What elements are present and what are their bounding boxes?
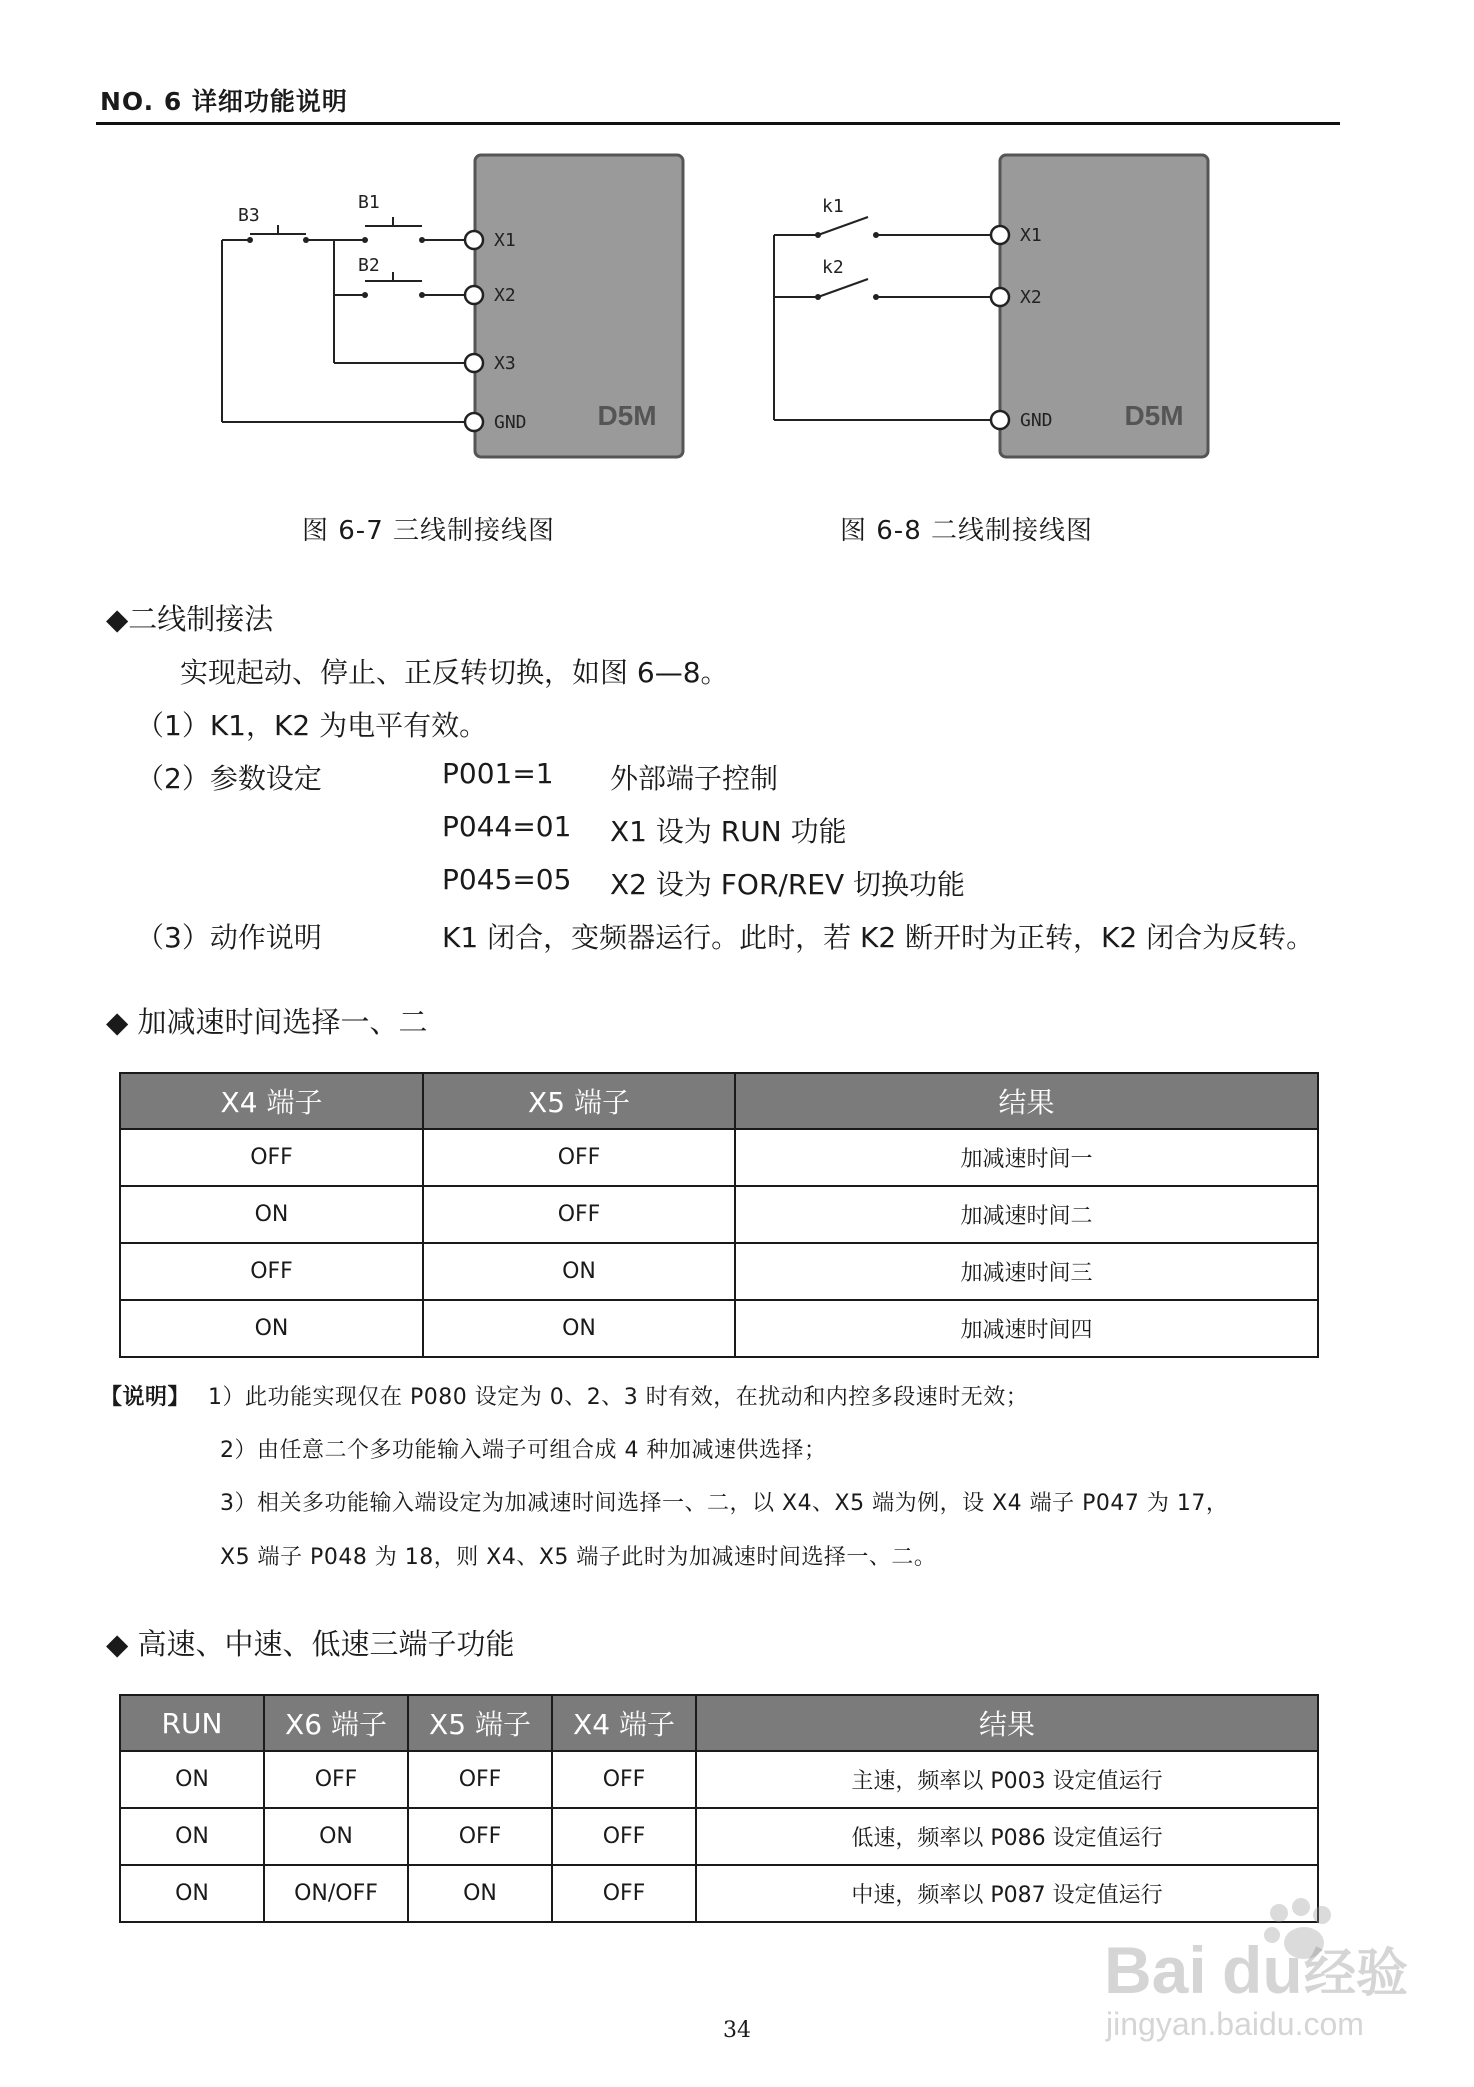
table-header: 结果 — [696, 1695, 1318, 1751]
param-code: P045=05 — [442, 863, 572, 896]
table-cell: OFF — [423, 1186, 735, 1243]
figure-caption-6-8: 图 6-8 二线制接线图 — [840, 516, 1093, 546]
section-heading-speed: ◆ 高速、中速、低速三端子功能 — [106, 1627, 515, 1661]
table-cell: ON — [120, 1808, 264, 1865]
two-wire-intro: 实现起动、停止、正反转切换，如图 6—8。 — [180, 656, 729, 689]
accel-table — [119, 1072, 1319, 1358]
param-desc: X2 设为 FOR/REV 切换功能 — [610, 868, 966, 901]
table-cell: OFF — [552, 1808, 696, 1865]
table-row — [120, 1186, 1318, 1243]
terminal-gnd — [465, 413, 483, 431]
table-cell: ON — [423, 1243, 735, 1300]
terminal-gnd — [991, 411, 1009, 429]
terminal-x2 — [465, 286, 483, 304]
table-cell: 加减速时间一 — [735, 1129, 1318, 1186]
table-cell: 加减速时间三 — [735, 1243, 1318, 1300]
note-line-4: X5 端子 P048 为 18，则 X4、X5 端子此时为加减速时间选择一、二。 — [220, 1545, 937, 1570]
terminal-label: X2 — [494, 285, 516, 306]
table-cell: 中速，频率以 P087 设定值运行 — [696, 1865, 1318, 1922]
d5m-label: D5M — [1124, 400, 1184, 431]
table-header: X6 端子 — [264, 1695, 408, 1751]
terminal-x1 — [991, 226, 1009, 244]
table-row — [120, 1129, 1318, 1186]
table-cell: ON — [120, 1751, 264, 1808]
two-wire-item-3-text: K1 闭合，变频器运行。此时，若 K2 断开时为正转，K2 闭合为反转。 — [442, 921, 1315, 954]
header-rule — [96, 122, 1340, 125]
section-heading-two-wire: ◆二线制接法 — [106, 602, 274, 636]
note-line-2: 2）由任意二个多功能输入端子可组合成 4 种加减速供选择； — [220, 1438, 827, 1463]
watermark-jingyan: 经验 — [1304, 1944, 1409, 2004]
terminal-x3 — [465, 354, 483, 372]
table-cell: ON — [120, 1865, 264, 1922]
table-cell: OFF — [423, 1129, 735, 1186]
param-desc: X1 设为 RUN 功能 — [610, 815, 847, 848]
switch-label: B1 — [358, 192, 380, 213]
table-cell: ON — [423, 1300, 735, 1357]
table-header: 结果 — [735, 1073, 1318, 1129]
note-line-1: 1）此功能实现仅在 P080 设定为 0、2、3 时有效，在扰动和内控多段速时无效； — [208, 1385, 1029, 1410]
terminal-label: X1 — [1020, 225, 1042, 246]
table-cell: ON — [120, 1186, 423, 1243]
table-header: RUN — [120, 1695, 264, 1751]
two-wire-item-3-label: （3）动作说明 — [136, 921, 322, 954]
table-row — [120, 1243, 1318, 1300]
table-cell: OFF — [120, 1129, 423, 1186]
table-header: X4 端子 — [552, 1695, 696, 1751]
terminal-label: X2 — [1020, 287, 1042, 308]
switch-label: B2 — [358, 255, 380, 276]
table-header: X4 端子 — [120, 1073, 423, 1129]
table-cell: 低速，频率以 P086 设定值运行 — [696, 1808, 1318, 1865]
table-header: X5 端子 — [423, 1073, 735, 1129]
page-header-title: NO. 6 详细功能说明 — [100, 87, 348, 116]
table-header: X5 端子 — [408, 1695, 552, 1751]
page-number: 34 — [723, 2018, 751, 2043]
switch-label: k2 — [822, 257, 844, 278]
table-cell: ON — [408, 1865, 552, 1922]
terminal-x1 — [465, 231, 483, 249]
table-cell: 加减速时间二 — [735, 1186, 1318, 1243]
terminal-x2 — [991, 288, 1009, 306]
watermark-url: jingyan.baidu.com — [1106, 2006, 1364, 2042]
table-cell: OFF — [552, 1865, 696, 1922]
table-cell: OFF — [408, 1808, 552, 1865]
table-row — [120, 1808, 1318, 1865]
param-code: P001=1 — [442, 757, 554, 790]
terminal-label: GND — [1020, 410, 1053, 431]
terminal-label: GND — [494, 412, 527, 433]
param-desc: 外部端子控制 — [610, 762, 779, 795]
watermark-du: du — [1222, 1933, 1303, 2007]
table-row — [120, 1751, 1318, 1808]
switch-label: k1 — [822, 196, 844, 217]
table-cell: ON — [120, 1300, 423, 1357]
table-cell: OFF — [408, 1751, 552, 1808]
two-wire-item-2-label: （2）参数设定 — [136, 762, 322, 795]
figure-caption-6-7: 图 6-7 三线制接线图 — [302, 516, 555, 546]
note-line-3: 3）相关多功能输入端设定为加减速时间选择一、二，以 X4、X5 端为例，设 X4 端子 P047 为 17， — [220, 1491, 1229, 1516]
terminal-label: X1 — [494, 230, 516, 251]
table-row — [120, 1300, 1318, 1357]
three-wire-diagram — [210, 145, 690, 465]
terminal-label: X3 — [494, 353, 516, 374]
table-cell: 加减速时间四 — [735, 1300, 1318, 1357]
two-wire-diagram — [760, 145, 1220, 465]
switch-label: B3 — [238, 205, 260, 226]
param-code: P044=01 — [442, 810, 572, 843]
note-label: 【说明】 — [100, 1385, 191, 1410]
table-cell: OFF — [120, 1243, 423, 1300]
d5m-label: D5M — [597, 400, 657, 431]
speed-table — [119, 1694, 1319, 1923]
two-wire-item-1: （1）K1，K2 为电平有效。 — [136, 709, 488, 742]
table-cell: ON — [264, 1808, 408, 1865]
table-cell: 主速，频率以 P003 设定值运行 — [696, 1751, 1318, 1808]
section-heading-accel: ◆ 加减速时间选择一、二 — [106, 1005, 428, 1039]
table-cell: OFF — [264, 1751, 408, 1808]
table-cell: ON/OFF — [264, 1865, 408, 1922]
watermark-bai: Bai — [1104, 1933, 1207, 2007]
table-cell: OFF — [552, 1751, 696, 1808]
